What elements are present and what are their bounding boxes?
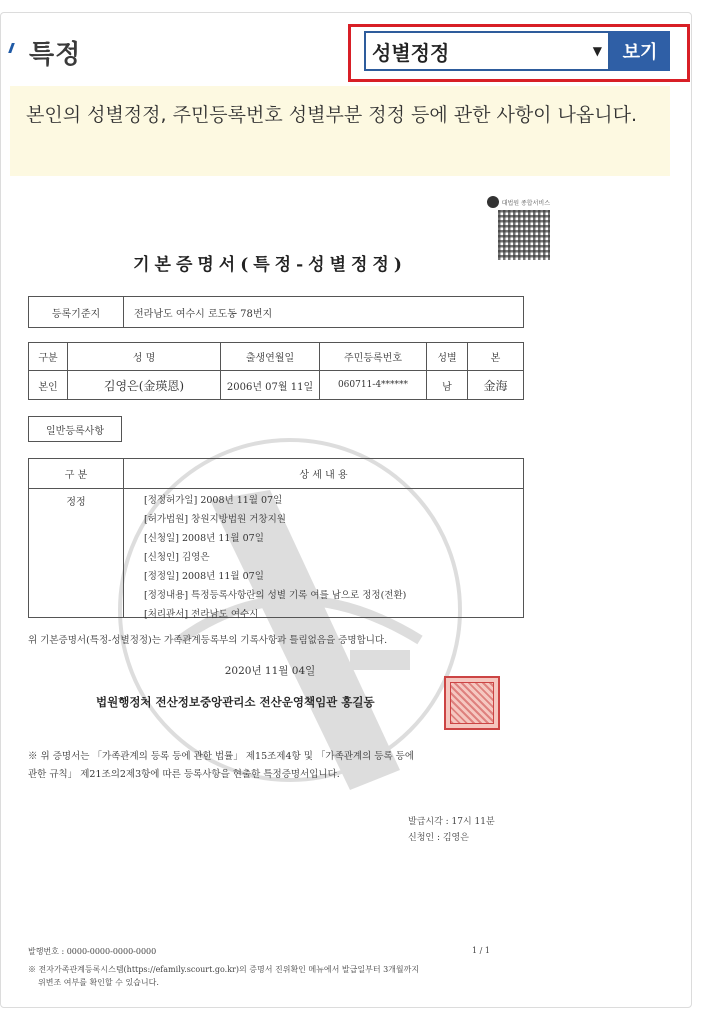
header-cell: 출생연월일: [221, 343, 320, 371]
data-cell: 2006년 07월 11일: [221, 371, 320, 400]
detail-line: [처리관서] 전라남도 여수시: [144, 609, 259, 620]
issue-time: 발급시각 : 17시 11분: [408, 817, 495, 827]
section-header: [10, 34, 81, 71]
header-cell: 주민등록번호: [320, 343, 427, 371]
tick-mark-icon: [8, 43, 15, 53]
note-line: 관한 규칙」 제21조의2제3항에 따른 등록사항을 현출한 특정증명서입니다.: [28, 769, 340, 780]
view-button[interactable]: 보기: [610, 31, 670, 71]
certificate-statement: 위 기본증명서(특정-성별정정)는 가족관계등록부의 기록사항과 틀림없음을 증명합니다.: [28, 635, 388, 646]
issue-date: 2020년 11월 04일: [224, 665, 316, 677]
general-registration-label: 일반등록사항: [28, 416, 122, 442]
footer-note: 위변조 여부를 확인할 수 있습니다.: [38, 978, 159, 987]
globe-icon: [487, 196, 499, 208]
detail-category: 정정: [29, 489, 124, 618]
detail-line: [정정내용] 특정등록사항란의 성별 기록 여를 남으로 정정(전환): [144, 590, 407, 601]
description-text: 본인의 성별정정, 주민등록번호 성별부분 정정 등에 관한 사항이 나옵니다.: [26, 104, 638, 126]
header-cell: 성별: [427, 343, 468, 371]
official-seal-icon: [444, 676, 500, 730]
footer-note: ※ 전자가족관계등록시스템(https://efamily.scourt.go.kr)의 증명서 진위확인 메뉴에서 발급일부터 3개월까지: [28, 965, 420, 974]
page-indicator: 1 / 1: [472, 946, 490, 955]
certificate-image: [10, 190, 684, 990]
header-cell: 본: [468, 343, 524, 371]
registry-value: 전라남도 여수시 로도동 78번지: [124, 297, 524, 328]
registry-label: 등록기준지: [29, 297, 124, 328]
description-box: [10, 86, 670, 176]
data-cell: 060711-4******: [320, 371, 427, 400]
issue-number: 발행번호 : 0000-0000-0000-0000: [28, 947, 157, 956]
certificate-title: 기본증명서(특정-성별정정): [133, 255, 407, 275]
data-cell: 본인: [29, 371, 68, 400]
applicant: 신청인 : 김영은: [408, 833, 469, 843]
detail-line: [신청인] 김영은: [144, 552, 210, 563]
section-title: 특정: [29, 40, 82, 70]
header-cell: 구 분: [29, 459, 124, 489]
caret-down-icon: ▼: [592, 44, 602, 58]
data-cell: 김영은(金瑛恩): [68, 371, 221, 400]
detail-line: [신청일] 2008년 11월 07일: [144, 533, 264, 544]
issuer-name: 법원행정처 전산정보중앙관리소 전산운영책임관 홍길동: [96, 695, 375, 709]
certificate-type-select[interactable]: [364, 31, 610, 71]
detail-line: [정정허가일] 2008년 11월 07일: [144, 495, 283, 506]
select-value: 성별정정: [372, 40, 450, 65]
detail-line: [정정일] 2008년 11월 07일: [144, 571, 264, 582]
qr-caption: 대법원 종합서비스: [501, 199, 550, 207]
header-cell: 성 명: [68, 343, 221, 371]
header-cell: 상 세 내 용: [124, 459, 524, 489]
data-cell: 金海: [468, 371, 524, 400]
detail-line: [허가법원] 창원지방법원 거창지원: [144, 514, 286, 525]
person-table: [28, 342, 524, 400]
registry-table: [28, 296, 524, 328]
data-cell: 남: [427, 371, 468, 400]
note-line: ※ 위 증명서는 「가족관계의 등록 등에 관한 법률」 제15조제4항 및 「가족관계의 등록 등에: [28, 751, 415, 762]
header-cell: 구분: [29, 343, 68, 371]
